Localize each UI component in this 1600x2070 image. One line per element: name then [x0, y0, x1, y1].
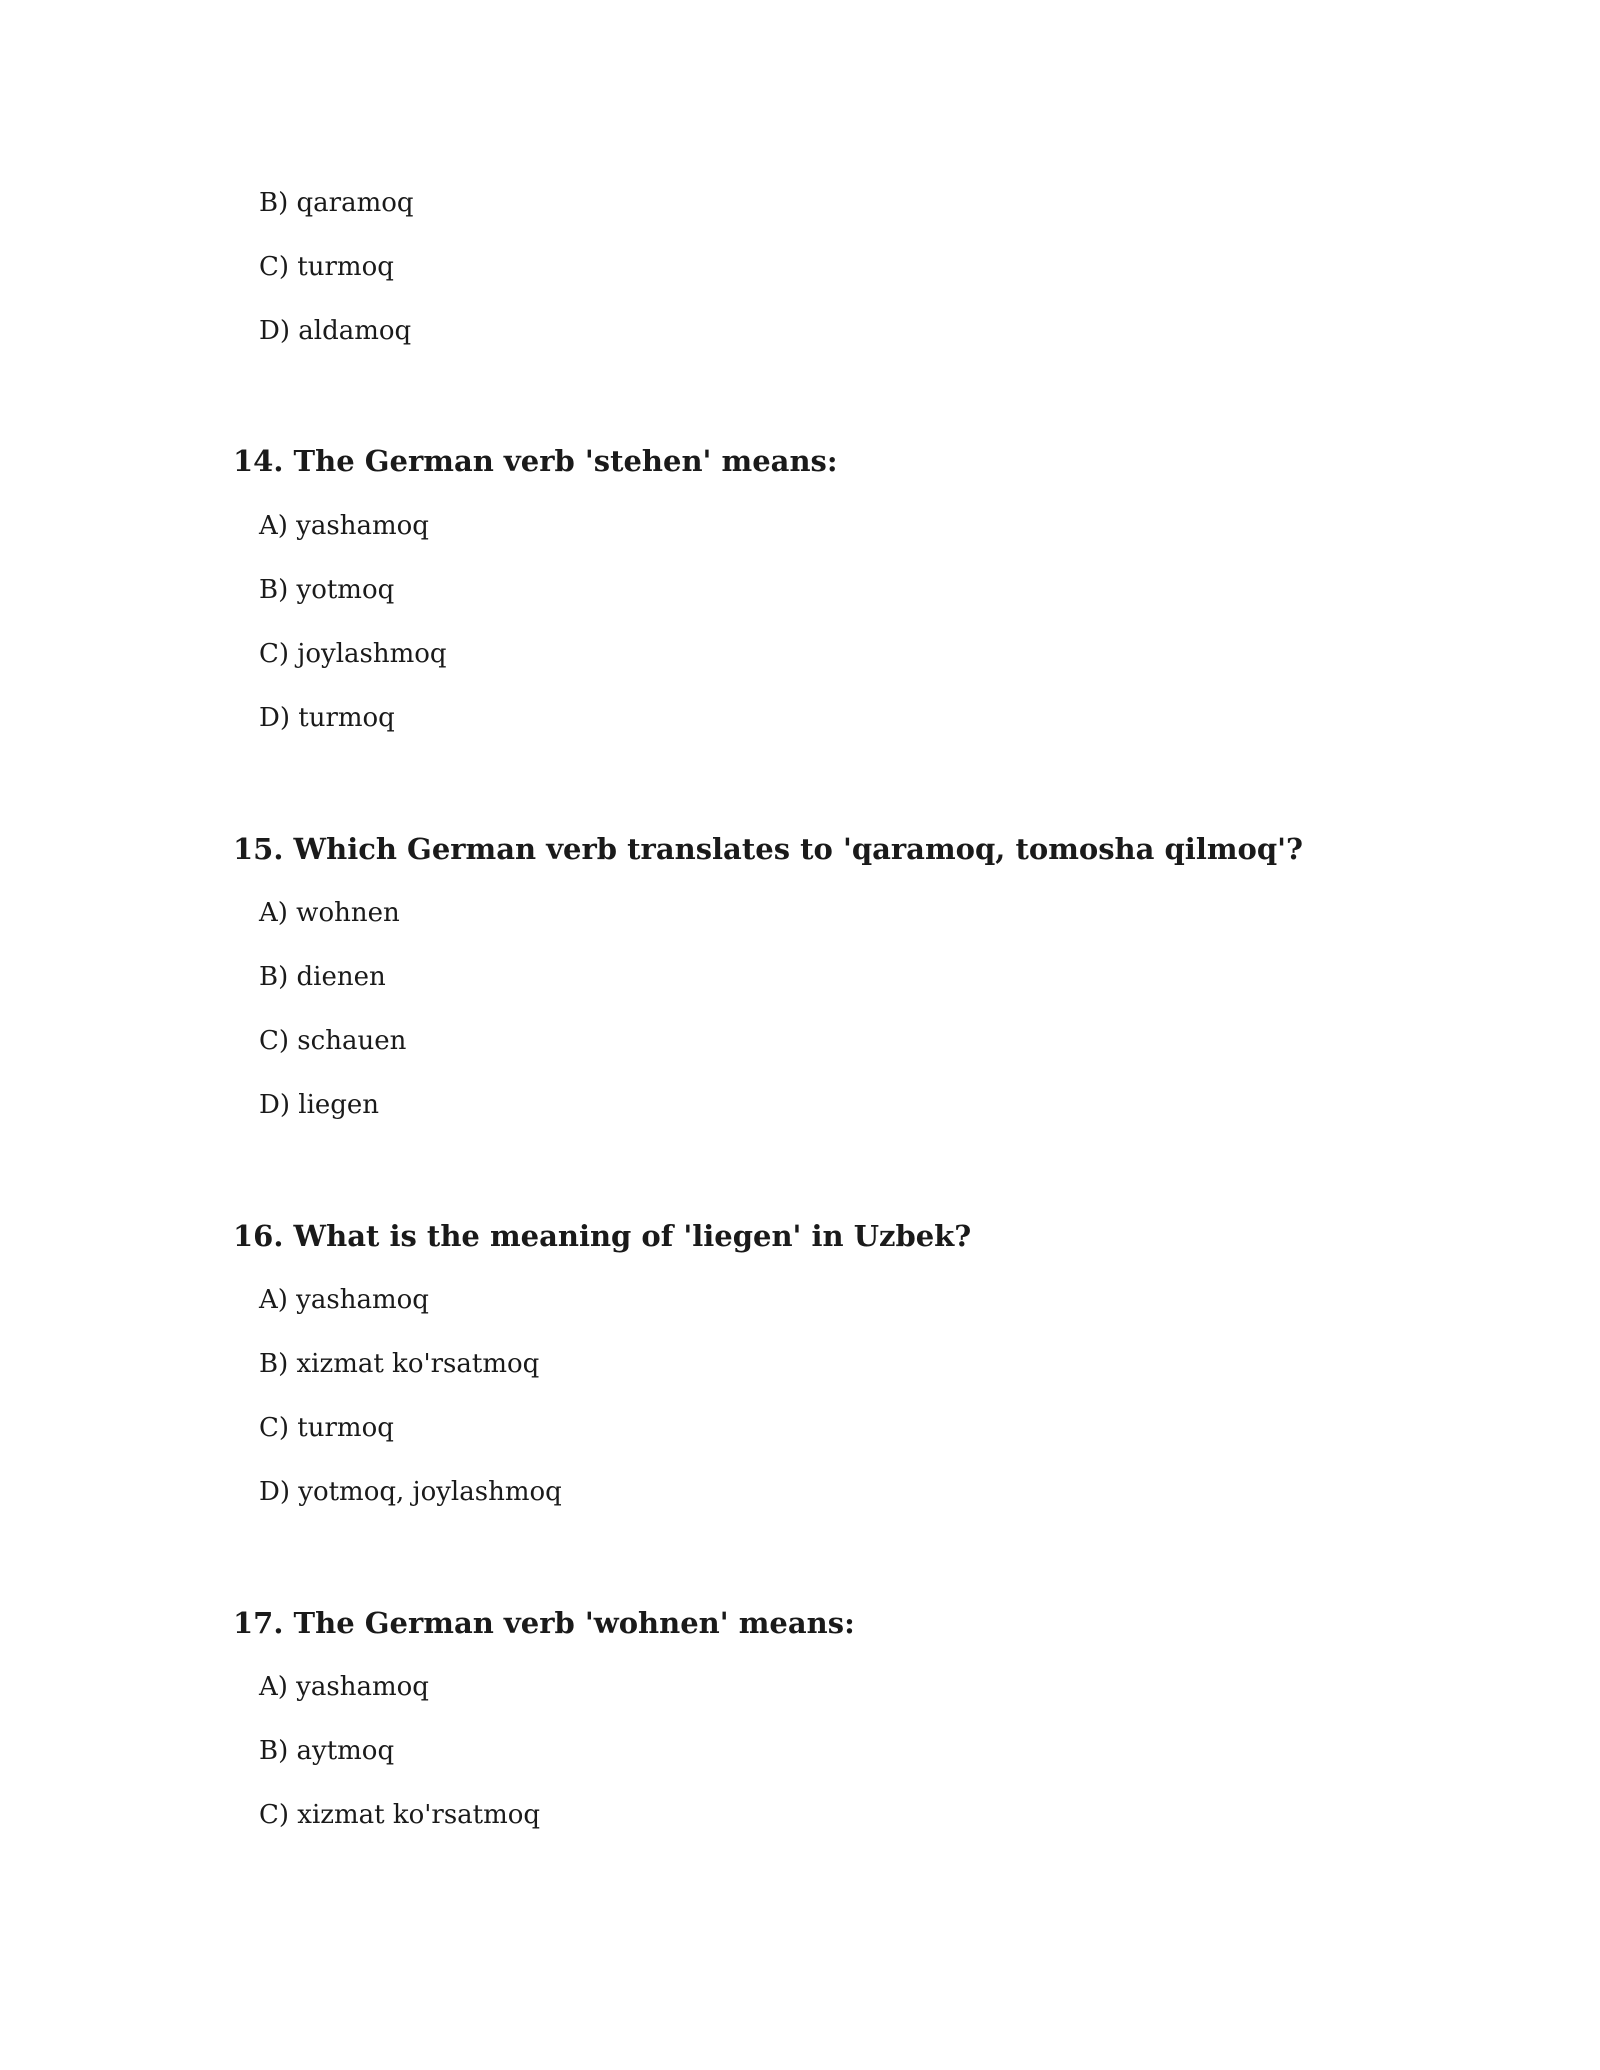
option-q14-c: C) joylashmoq [259, 639, 447, 669]
option-q17-b: B) aytmoq [259, 1736, 395, 1766]
option-q14-a: A) yashamoq [259, 511, 429, 541]
option-q14-b: B) yotmoq [259, 575, 395, 605]
option-q15-c: C) schauen [259, 1026, 407, 1056]
question-14-title: 14. The German verb 'stehen' means: [233, 444, 838, 478]
option-q17-c: C) xizmat ko'rsatmoq [259, 1800, 541, 1830]
option-q13-b: B) qaramoq [259, 188, 414, 218]
option-q15-b: B) dienen [259, 962, 386, 992]
option-q14-d: D) turmoq [259, 703, 395, 733]
option-q16-c: C) turmoq [259, 1413, 394, 1443]
option-q15-a: A) wohnen [259, 898, 400, 928]
option-q16-b: B) xizmat ko'rsatmoq [259, 1349, 540, 1379]
option-q15-d: D) liegen [259, 1090, 380, 1120]
option-q16-d: D) yotmoq, joylashmoq [259, 1477, 562, 1507]
question-15-title: 15. Which German verb translates to 'qaramoq, tomosha qilmoq'? [233, 832, 1304, 866]
option-q16-a: A) yashamoq [259, 1285, 429, 1315]
option-q17-a: A) yashamoq [259, 1672, 429, 1702]
option-q13-c: C) turmoq [259, 252, 394, 282]
option-q13-d: D) aldamoq [259, 316, 412, 346]
question-17-title: 17. The German verb 'wohnen' means: [233, 1606, 855, 1640]
question-16-title: 16. What is the meaning of 'liegen' in Uzbek? [233, 1219, 972, 1253]
